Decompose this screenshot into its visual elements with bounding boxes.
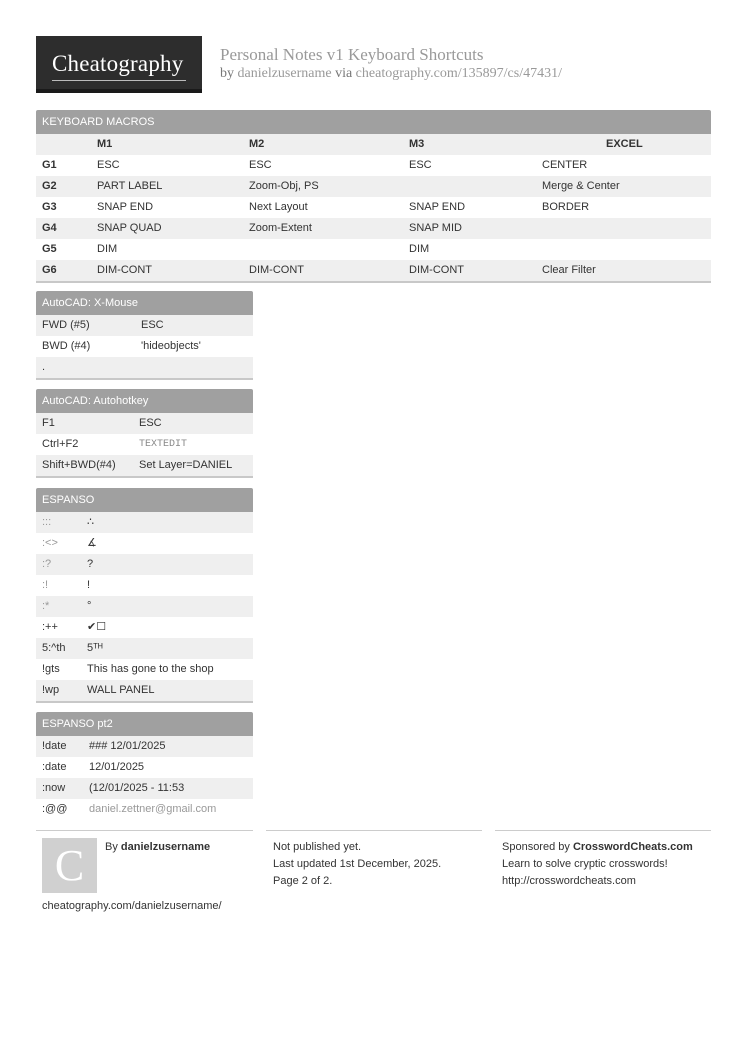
table-row [36,575,253,596]
autohotkey-table [36,413,253,476]
key-cell: G1 [42,159,57,171]
table-row [36,176,711,197]
cheatography-logo[interactable] [36,36,202,93]
author-url-link[interactable]: cheatography.com/danielzusername/ [42,900,222,912]
author-link[interactable]: danielzusername [237,66,332,81]
value-cell: 'hideobjects' [141,340,201,352]
value-cell: ESC [141,319,164,331]
value-cell: TEXTEDIT [139,439,188,450]
xmouse-table [36,315,253,378]
key-cell: . [42,361,46,373]
section-footer-bar [36,701,253,703]
value-cell: DIM-CONT [409,264,464,276]
table-row [36,218,711,239]
espanso-pt2-section [36,712,253,820]
sheet-url-link[interactable]: cheatography.com/135897/cs/47431/ [355,66,562,81]
section-footer-bar [36,378,253,380]
espanso-pt2-table [36,736,253,820]
section-footer-bar [36,476,253,478]
value-cell: ∡ [87,537,97,549]
xmouse-section [36,291,253,380]
key-cell: G4 [42,222,57,234]
key-cell: :@@ [42,803,68,815]
table-row [36,455,253,476]
sponsor-line [502,841,693,853]
by-label: By [105,841,121,853]
footer-divider [36,830,253,831]
value-cell: ESC [97,159,120,171]
value-cell: Next Layout [249,201,308,213]
value-cell: Set Layer=DANIEL [139,459,233,471]
value-cell: ### 12/01/2025 [89,740,166,752]
key-cell: :++ [42,621,58,633]
column-header: M3 [409,138,425,150]
table-row [36,434,253,455]
key-cell: G6 [42,264,57,276]
section-footer-bar [36,281,711,283]
footer-divider [495,830,711,831]
logo-text: Cheatography [52,51,184,76]
sponsored-prefix: Sponsored by [502,841,573,853]
last-updated: Last updated 1st December, 2025. [273,858,442,870]
key-cell: :now [42,782,66,794]
key-cell: :? [42,558,52,570]
key-cell: FWD (#5) [42,319,90,331]
value-cell: Clear Filter [542,264,596,276]
key-cell: G2 [42,180,57,192]
value-cell: DIM [409,243,430,255]
table-row [36,260,711,281]
table-row [36,680,253,701]
publish-status: Not published yet. [273,841,362,853]
page-title: Personal Notes v1 Keyboard Shortcuts [220,45,484,64]
value-cell: Merge & Center [542,180,620,192]
sponsor-link[interactable]: CrosswordCheats.com [572,841,693,853]
value-cell: (12/01/2025 - 11:53 [89,782,185,794]
table-row [36,799,253,820]
key-cell: G5 [42,243,57,255]
sponsor-url-link[interactable]: http://crosswordcheats.com [502,875,636,887]
value-cell: ! [87,579,91,591]
key-cell: :! [42,579,49,591]
avatar-letter: C [54,841,85,890]
table-row [36,357,253,378]
table-row [36,554,253,575]
value-cell: daniel.zettner@gmail.com [89,803,217,815]
macros-table [36,134,711,281]
table-row [36,778,253,799]
author-avatar[interactable] [42,838,97,893]
value-cell: WALL PANEL [87,684,155,696]
key-cell: ::: [42,516,52,528]
value-cell: ESC [139,417,162,429]
value-cell: Zoom-Obj, PS [249,180,319,192]
value-cell: ESC [249,159,272,171]
key-cell: G3 [42,201,57,213]
espanso-section [36,488,253,703]
table-row [36,638,253,659]
footer-divider [266,830,482,831]
key-cell: !wp [42,684,60,696]
column-header: M2 [249,138,265,150]
key-cell: BWD (#4) [42,340,91,352]
page-number: Page 2 of 2. [273,875,333,887]
value-cell: This has gone to the shop [87,663,214,675]
byline [220,66,562,82]
table-row [36,315,253,336]
value-cell: SNAP MID [409,222,462,234]
key-cell: :<> [42,537,58,549]
sponsor-tagline: Learn to solve cryptic crosswords! [502,858,668,870]
value-cell: ° [87,600,92,612]
via-text: via [331,66,356,81]
value-cell: ∴ [87,516,94,528]
key-cell: :date [42,761,67,773]
value-cell: ? [87,558,94,570]
table-row [36,757,253,778]
value-cell: BORDER [542,201,590,213]
column-header: EXCEL [606,138,643,150]
table-row [36,659,253,680]
key-cell: Ctrl+F2 [42,438,79,450]
value-cell: PART LABEL [97,180,163,192]
table-header-row [36,134,711,155]
footer-author-link[interactable]: danielzusername [120,841,211,853]
key-cell: Shift+BWD(#4) [42,459,116,471]
table-row [36,413,253,434]
value-cell: Zoom-Extent [249,222,312,234]
value-cell: ESC [409,159,432,171]
footer-author [105,841,210,853]
espanso-table [36,512,253,701]
table-row [36,736,253,757]
table-row [36,336,253,357]
value-cell: SNAP END [409,201,466,213]
autohotkey-section [36,389,253,478]
key-cell: 5:^th [42,642,66,654]
value-cell: SNAP QUAD [97,222,162,234]
value-cell: SNAP END [97,201,154,213]
value-cell: ✔☐ [87,621,107,633]
section-title: ESPANSO pt2 [36,712,253,736]
value-cell: DIM [97,243,118,255]
section-title: KEYBOARD MACROS [36,110,711,134]
key-cell: !gts [42,663,60,675]
key-cell: !date [42,740,67,752]
section-title: ESPANSO [36,488,253,512]
section-title: AutoCAD: X-Mouse [36,291,253,315]
value-cell: DIM-CONT [97,264,152,276]
section-title: AutoCAD: Autohotkey [36,389,253,413]
table-row [36,596,253,617]
key-cell: :* [42,600,50,612]
key-cell: F1 [42,417,55,429]
table-row [36,155,711,176]
by-prefix: by [220,66,238,81]
value-cell: 5ᵀᴴ [87,642,103,654]
value-cell: 12/01/2025 [89,761,145,773]
keyboard-macros-section [36,110,711,283]
table-row [36,239,711,260]
value-cell: DIM-CONT [249,264,304,276]
table-row [36,617,253,638]
logo-underline [52,80,186,81]
table-row [36,512,253,533]
value-cell: CENTER [542,159,588,171]
table-row [36,197,711,218]
table-row [36,533,253,554]
column-header: M1 [97,138,113,150]
